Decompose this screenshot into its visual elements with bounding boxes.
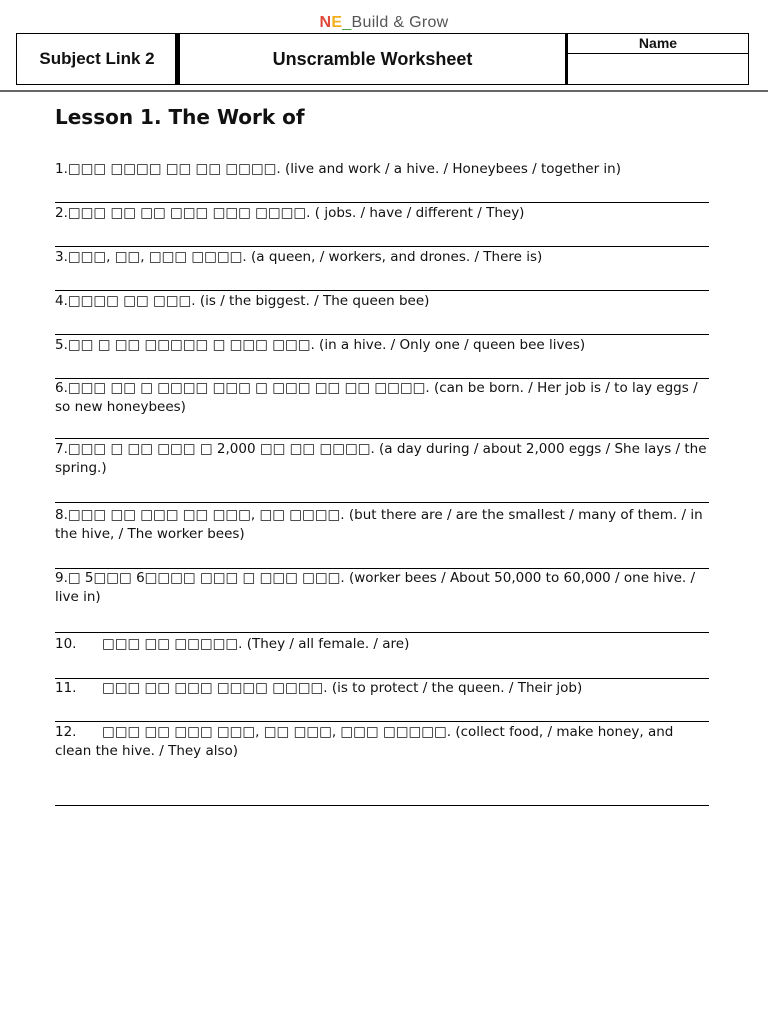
question-8[interactable]: [55, 506, 709, 569]
question-4[interactable]: [55, 292, 709, 335]
question-text: □□□ □□ □□□ □□ □□□, □□ □□□□. (but there are / are the smallest / many of them. / in the hive, / The worker bees): [55, 507, 703, 542]
question-number: 1.: [55, 161, 68, 177]
question-number: 5.: [55, 337, 68, 353]
name-label: Name: [568, 34, 748, 54]
question-text: □□□ □□ □□□□□. (They / all female. / are): [102, 636, 410, 652]
header-divider: [0, 90, 768, 92]
question-number: 2.: [55, 205, 68, 221]
question-number: 6.: [55, 380, 68, 396]
name-cell: [568, 34, 749, 85]
question-text: □□□□ □□ □□□. (is / the biggest. / The queen bee): [67, 293, 430, 309]
question-6[interactable]: [55, 379, 709, 439]
name-field[interactable]: [568, 54, 748, 84]
question-7[interactable]: [55, 440, 709, 503]
question-text: □□□, □□, □□□ □□□□. (a queen, / workers, and drones. / There is): [67, 249, 543, 265]
question-text: □□□ □□ □□ □□□ □□□ □□□□. ( jobs. / have / different / They): [67, 205, 525, 221]
question-5[interactable]: [55, 336, 709, 379]
question-text: □□□ □ □□ □□□ □ 2,000 □□ □□ □□□□. (a day during / about 2,000 eggs / She lays / the spring.): [55, 441, 707, 476]
question-text: □□□ □□ □□□ □□□, □□ □□□, □□□ □□□□□. (collect food, / make honey, and clean the hive. / They also): [55, 724, 674, 759]
question-number: 9.: [55, 570, 68, 586]
logo-dash: _: [342, 14, 352, 31]
question-text: □ 5□□□ 6□□□□ □□□ □ □□□ □□□. (worker bees / About 50,000 to 60,000 / one hive. / live in): [55, 570, 696, 605]
subject-cell: Subject Link 2: [17, 34, 178, 85]
lesson-title: Lesson 1. The Work of: [55, 105, 305, 129]
question-12[interactable]: [55, 723, 709, 806]
question-number: 3.: [55, 249, 68, 265]
question-11[interactable]: [55, 679, 709, 722]
logo-letter-n: N: [319, 14, 332, 31]
question-3[interactable]: [55, 248, 709, 291]
worksheet-header: [16, 33, 749, 85]
publisher-logo: [0, 14, 768, 32]
question-text: □□□ □□ □ □□□□ □□□ □ □□□ □□ □□ □□□□. (can be born. / Her job is / to lay eggs / so new honeybees): [55, 380, 698, 415]
question-1[interactable]: [55, 160, 709, 203]
question-number: 11.: [55, 680, 77, 696]
question-number: 4.: [55, 293, 68, 309]
question-number: 7.: [55, 441, 68, 457]
logo-text: Build & Grow: [351, 14, 449, 31]
question-9[interactable]: [55, 569, 709, 633]
logo-letter-e: E: [331, 14, 343, 31]
question-number: 12.: [55, 724, 77, 740]
question-number: 8.: [55, 507, 68, 523]
question-text: □□□ □□□□ □□ □□ □□□□. (live and work / a hive. / Honeybees / together in): [67, 161, 622, 177]
question-text: □□□ □□ □□□ □□□□ □□□□. (is to protect / the queen. / Their job): [102, 680, 583, 696]
worksheet-title: Unscramble Worksheet: [178, 34, 568, 85]
question-number: 10.: [55, 636, 77, 652]
question-10[interactable]: [55, 635, 709, 679]
question-text: □□ □ □□ □□□□□ □ □□□ □□□. (in a hive. / Only one / queen bee lives): [67, 337, 586, 353]
question-2[interactable]: [55, 204, 709, 247]
